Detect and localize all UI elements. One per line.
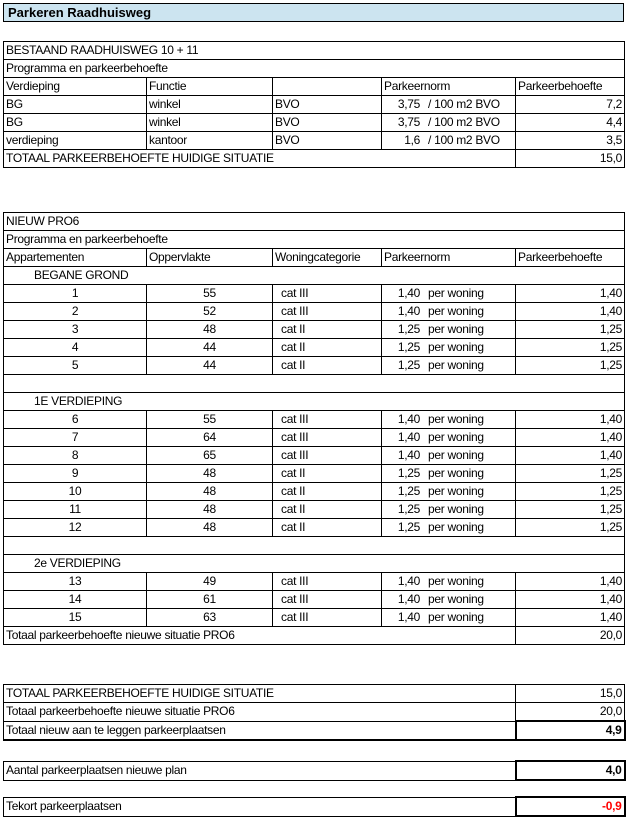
table-row bbox=[4, 447, 625, 465]
category-cell: cat II bbox=[273, 501, 382, 519]
category-cell: cat II bbox=[273, 519, 382, 537]
column-header: Oppervlakte bbox=[147, 249, 273, 267]
norm-unit: per woning bbox=[428, 502, 484, 516]
table-row bbox=[4, 519, 625, 537]
floor-header-row bbox=[4, 267, 625, 285]
table-row bbox=[4, 501, 625, 519]
table-row bbox=[4, 321, 625, 339]
category-cell: cat III bbox=[273, 285, 382, 303]
norm-unit: per woning bbox=[428, 448, 484, 462]
table-row bbox=[4, 591, 625, 609]
category-cell: cat II bbox=[273, 339, 382, 357]
summary-row bbox=[4, 703, 625, 722]
plan-row bbox=[4, 761, 625, 780]
norm-value: 1,25 bbox=[397, 322, 420, 336]
floor-header-row bbox=[4, 555, 625, 573]
norm-unit: per woning bbox=[428, 484, 484, 498]
total-label: Totaal parkeerbehoefte nieuwe situatie PRO6 bbox=[4, 627, 516, 645]
column-header-row bbox=[4, 249, 625, 267]
norm-unit: per woning bbox=[428, 592, 484, 606]
norm-unit: per woning bbox=[428, 574, 484, 588]
norm-cell bbox=[382, 285, 516, 303]
apartment-number: 6 bbox=[4, 411, 147, 429]
table-row bbox=[4, 132, 625, 150]
table-row bbox=[4, 411, 625, 429]
shortage-table bbox=[3, 796, 626, 817]
surface-cell: 65 bbox=[147, 447, 273, 465]
norm-unit: / 100 m2 BVO bbox=[428, 97, 500, 111]
demand-cell: 1,25 bbox=[516, 339, 625, 357]
page-title: Parkeren Raadhuisweg bbox=[3, 3, 624, 22]
summary-label: Totaal nieuw aan te leggen parkeerplaatsen bbox=[4, 721, 516, 740]
norm-value: 3,75 bbox=[397, 115, 420, 129]
surface-cell: 52 bbox=[147, 303, 273, 321]
category-cell: cat III bbox=[273, 609, 382, 627]
demand-cell: 1,25 bbox=[516, 357, 625, 375]
surface-cell: 44 bbox=[147, 339, 273, 357]
table-row bbox=[4, 114, 625, 132]
section-subheader-row bbox=[4, 60, 625, 78]
column-header: Parkeernorm bbox=[382, 78, 516, 96]
norm-cell bbox=[382, 447, 516, 465]
category-cell: cat III bbox=[273, 447, 382, 465]
demand-cell: 1,25 bbox=[516, 465, 625, 483]
demand-cell: 1,40 bbox=[516, 303, 625, 321]
norm-unit: / 100 m2 BVO bbox=[428, 133, 500, 147]
summary-label: TOTAAL PARKEERBEHOEFTE HUIDIGE SITUATIE bbox=[4, 685, 516, 703]
total-value: 20,0 bbox=[516, 627, 625, 645]
norm-cell bbox=[382, 357, 516, 375]
category-cell: cat III bbox=[273, 303, 382, 321]
floor-header: BEGANE GROND bbox=[4, 267, 625, 285]
floor-header: 1E VERDIEPING bbox=[4, 393, 625, 411]
table-row bbox=[4, 609, 625, 627]
norm-unit: per woning bbox=[428, 412, 484, 426]
summary-value: 4,9 bbox=[516, 721, 625, 740]
norm-value: 1,25 bbox=[397, 340, 420, 354]
plan-label: Aantal parkeerplaatsen nieuwe plan bbox=[4, 761, 516, 780]
apartment-number: 11 bbox=[4, 501, 147, 519]
surface-cell: 48 bbox=[147, 501, 273, 519]
demand-cell: 4,4 bbox=[516, 114, 625, 132]
norm-unit: per woning bbox=[428, 358, 484, 372]
category-cell: cat II bbox=[273, 483, 382, 501]
spacer-row bbox=[4, 537, 625, 555]
norm-unit: per woning bbox=[428, 520, 484, 534]
existing-situation-table bbox=[3, 41, 625, 168]
demand-cell: 1,40 bbox=[516, 447, 625, 465]
type-cell: BVO bbox=[273, 96, 382, 114]
norm-cell bbox=[382, 483, 516, 501]
section-header-row bbox=[4, 213, 625, 231]
column-header-row bbox=[4, 78, 625, 96]
apartment-number: 8 bbox=[4, 447, 147, 465]
norm-value: 1,25 bbox=[397, 358, 420, 372]
floor-cell: BG bbox=[4, 114, 147, 132]
norm-value: 1,40 bbox=[397, 430, 420, 444]
category-cell: cat III bbox=[273, 591, 382, 609]
surface-cell: 44 bbox=[147, 357, 273, 375]
column-header: Parkeerbehoefte bbox=[516, 78, 625, 96]
norm-unit: per woning bbox=[428, 286, 484, 300]
apartment-number: 10 bbox=[4, 483, 147, 501]
section-header: BESTAAND RAADHUISWEG 10 + 11 bbox=[4, 42, 625, 60]
demand-cell: 1,40 bbox=[516, 429, 625, 447]
function-cell: winkel bbox=[147, 114, 273, 132]
surface-cell: 48 bbox=[147, 519, 273, 537]
table-row bbox=[4, 465, 625, 483]
category-cell: cat III bbox=[273, 411, 382, 429]
norm-cell bbox=[382, 132, 516, 150]
norm-value: 1,40 bbox=[397, 592, 420, 606]
norm-cell bbox=[382, 429, 516, 447]
type-cell: BVO bbox=[273, 132, 382, 150]
section-subheader: Programma en parkeerbehoefte bbox=[4, 60, 625, 78]
apartment-number: 15 bbox=[4, 609, 147, 627]
norm-unit: per woning bbox=[428, 466, 484, 480]
section-subheader: Programma en parkeerbehoefte bbox=[4, 231, 625, 249]
norm-cell bbox=[382, 114, 516, 132]
norm-value: 1,6 bbox=[404, 133, 420, 147]
demand-cell: 3,5 bbox=[516, 132, 625, 150]
norm-cell bbox=[382, 303, 516, 321]
surface-cell: 63 bbox=[147, 609, 273, 627]
norm-value: 1,40 bbox=[397, 574, 420, 588]
norm-cell bbox=[382, 501, 516, 519]
norm-cell bbox=[382, 411, 516, 429]
norm-value: 1,40 bbox=[397, 304, 420, 318]
apartment-number: 3 bbox=[4, 321, 147, 339]
table-row bbox=[4, 303, 625, 321]
norm-value: 1,25 bbox=[397, 502, 420, 516]
section-header: NIEUW PRO6 bbox=[4, 213, 625, 231]
floor-cell: verdieping bbox=[4, 132, 147, 150]
surface-cell: 55 bbox=[147, 285, 273, 303]
norm-unit: per woning bbox=[428, 610, 484, 624]
norm-cell bbox=[382, 465, 516, 483]
norm-unit: per woning bbox=[428, 430, 484, 444]
summary-table bbox=[3, 684, 626, 741]
summary-row bbox=[4, 721, 625, 740]
norm-value: 1,40 bbox=[397, 286, 420, 300]
spacer-cell bbox=[4, 537, 625, 555]
total-row bbox=[4, 150, 625, 168]
demand-cell: 7,2 bbox=[516, 96, 625, 114]
new-situation-table bbox=[3, 212, 625, 645]
total-row bbox=[4, 627, 625, 645]
summary-value: 15,0 bbox=[516, 685, 625, 703]
category-cell: cat III bbox=[273, 573, 382, 591]
table-row bbox=[4, 357, 625, 375]
table-row bbox=[4, 339, 625, 357]
category-cell: cat II bbox=[273, 321, 382, 339]
demand-cell: 1,40 bbox=[516, 609, 625, 627]
category-cell: cat II bbox=[273, 357, 382, 375]
column-header: Verdieping bbox=[4, 78, 147, 96]
total-value: 15,0 bbox=[516, 150, 625, 168]
demand-cell: 1,40 bbox=[516, 591, 625, 609]
norm-cell bbox=[382, 339, 516, 357]
function-cell: kantoor bbox=[147, 132, 273, 150]
category-cell: cat III bbox=[273, 429, 382, 447]
demand-cell: 1,25 bbox=[516, 483, 625, 501]
table-row bbox=[4, 573, 625, 591]
function-cell: winkel bbox=[147, 96, 273, 114]
table-row bbox=[4, 96, 625, 114]
spacer-row bbox=[4, 375, 625, 393]
apartment-number: 13 bbox=[4, 573, 147, 591]
summary-row bbox=[4, 685, 625, 703]
norm-value: 3,75 bbox=[397, 97, 420, 111]
norm-value: 1,25 bbox=[397, 520, 420, 534]
norm-unit: per woning bbox=[428, 304, 484, 318]
summary-value: 20,0 bbox=[516, 703, 625, 722]
section-header-row bbox=[4, 42, 625, 60]
surface-cell: 64 bbox=[147, 429, 273, 447]
surface-cell: 55 bbox=[147, 411, 273, 429]
total-label: TOTAAL PARKEERBEHOEFTE HUIDIGE SITUATIE bbox=[4, 150, 516, 168]
category-cell: cat II bbox=[273, 465, 382, 483]
table-row bbox=[4, 285, 625, 303]
norm-cell bbox=[382, 609, 516, 627]
plan-value: 4,0 bbox=[516, 761, 625, 780]
surface-cell: 48 bbox=[147, 465, 273, 483]
apartment-number: 5 bbox=[4, 357, 147, 375]
plan-table bbox=[3, 760, 626, 781]
norm-unit: / 100 m2 BVO bbox=[428, 115, 500, 129]
norm-cell bbox=[382, 519, 516, 537]
demand-cell: 1,40 bbox=[516, 573, 625, 591]
section-subheader-row bbox=[4, 231, 625, 249]
surface-cell: 48 bbox=[147, 483, 273, 501]
demand-cell: 1,40 bbox=[516, 285, 625, 303]
type-cell: BVO bbox=[273, 114, 382, 132]
norm-unit: per woning bbox=[428, 322, 484, 336]
norm-cell bbox=[382, 573, 516, 591]
demand-cell: 1,25 bbox=[516, 501, 625, 519]
column-header: Parkeernorm bbox=[382, 249, 516, 267]
floor-header-row bbox=[4, 393, 625, 411]
apartment-number: 12 bbox=[4, 519, 147, 537]
apartment-number: 7 bbox=[4, 429, 147, 447]
surface-cell: 48 bbox=[147, 321, 273, 339]
column-header: Functie bbox=[147, 78, 273, 96]
demand-cell: 1,25 bbox=[516, 321, 625, 339]
column-header: Woningcategorie bbox=[273, 249, 382, 267]
apartment-number: 2 bbox=[4, 303, 147, 321]
apartment-number: 14 bbox=[4, 591, 147, 609]
apartment-number: 1 bbox=[4, 285, 147, 303]
shortage-row bbox=[4, 797, 625, 816]
norm-unit: per woning bbox=[428, 340, 484, 354]
norm-value: 1,25 bbox=[397, 484, 420, 498]
apartment-number: 9 bbox=[4, 465, 147, 483]
norm-value: 1,40 bbox=[397, 610, 420, 624]
table-row bbox=[4, 429, 625, 447]
surface-cell: 61 bbox=[147, 591, 273, 609]
norm-cell bbox=[382, 96, 516, 114]
norm-value: 1,40 bbox=[397, 412, 420, 426]
column-header: Appartementen bbox=[4, 249, 147, 267]
norm-value: 1,25 bbox=[397, 466, 420, 480]
shortage-value: -0,9 bbox=[516, 797, 625, 816]
summary-label: Totaal parkeerbehoefte nieuwe situatie PRO6 bbox=[4, 703, 516, 722]
column-header bbox=[273, 78, 382, 96]
floor-cell: BG bbox=[4, 96, 147, 114]
demand-cell: 1,40 bbox=[516, 411, 625, 429]
norm-cell bbox=[382, 591, 516, 609]
spacer-cell bbox=[4, 375, 625, 393]
column-header: Parkeerbehoefte bbox=[516, 249, 625, 267]
surface-cell: 49 bbox=[147, 573, 273, 591]
shortage-label: Tekort parkeerplaatsen bbox=[4, 797, 516, 816]
demand-cell: 1,25 bbox=[516, 519, 625, 537]
table-row bbox=[4, 483, 625, 501]
floor-header: 2e VERDIEPING bbox=[4, 555, 625, 573]
norm-value: 1,40 bbox=[397, 448, 420, 462]
norm-cell bbox=[382, 321, 516, 339]
apartment-number: 4 bbox=[4, 339, 147, 357]
